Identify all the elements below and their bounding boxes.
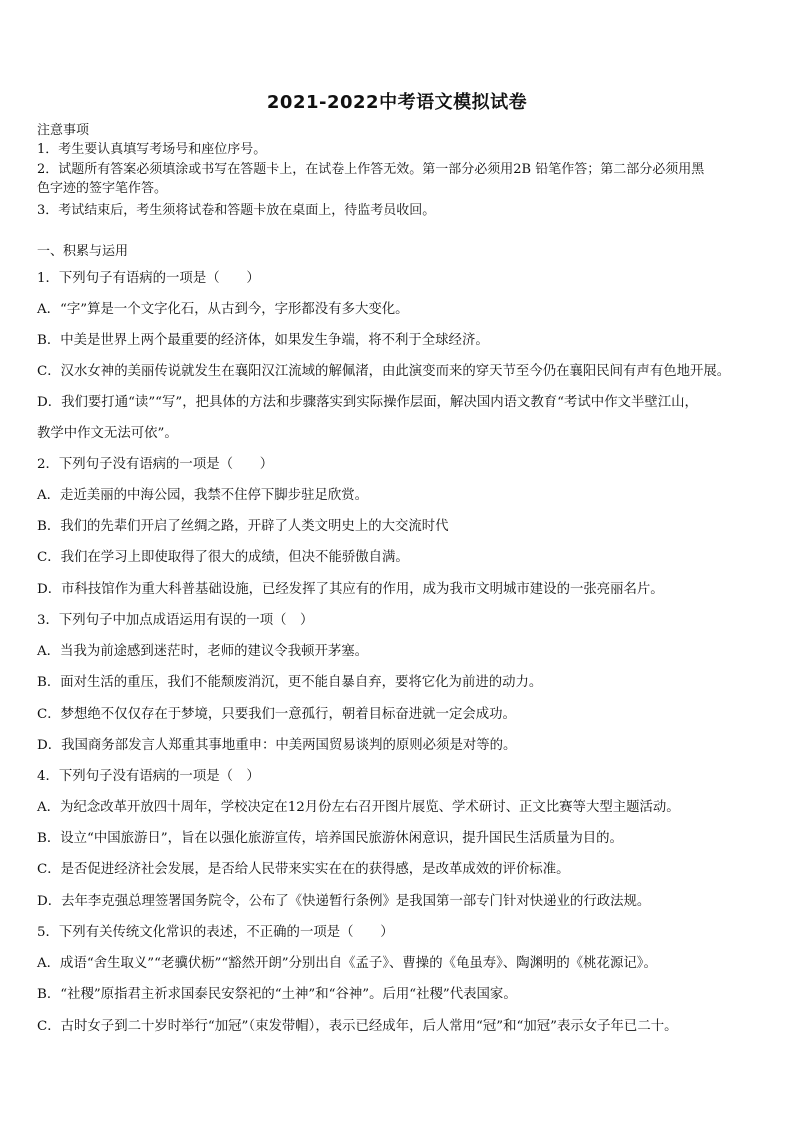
option-line: D．去年李克强总理签署国务院令，公布了《快递暂行条例》是我国第一部专门针对快递业的行政法规。 <box>37 894 651 909</box>
option-line: A．成语“舍生取义”“老骥伏枥”“豁然开朗”分别出自《孟子》、曹操的《龟虽寿》、陶渊明的《桃花源记》。 <box>37 956 657 971</box>
option-line: B．我们的先辈们开启了丝绸之路，开辟了人类文明史上的大交流时代 <box>37 519 449 534</box>
option-line: A．为纪念改革开放四十周年，学校决定在12月份左右召开图片展览、学术研讨、正文比赛等大型主题活动。 <box>37 800 680 815</box>
option-line: B．面对生活的重压，我们不能颓废消沉，更不能自暴自弃，要将它化为前进的动力。 <box>37 675 543 690</box>
question-3: 3．下列句子中加点成语运用有误的一项（ ） <box>37 613 314 628</box>
option-line: A．走近美丽的中海公园，我禁不住停下脚步驻足欣赏。 <box>37 488 369 503</box>
option-line: C．汉水女神的美丽传说就发生在襄阳汉江流域的解佩渚，由此演变而来的穿天节至今仍在襄阳民间有声有色地开展。 <box>37 364 731 379</box>
notice-item: 3．考试结束后，考生须将试卷和答题卡放在桌面上，待监考员收回。 <box>37 203 436 218</box>
option-line: B．“社稷”原指君主祈求国泰民安祭祀的“土神”和“谷神”。后用“社稷”代表国家。 <box>37 987 517 1002</box>
question-4: 4．下列句子没有语病的一项是（ ） <box>37 769 260 784</box>
option-line: A．当我为前途感到迷茫时，老师的建议令我顿开茅塞。 <box>37 644 369 659</box>
option-line: C．梦想绝不仅仅存在于梦境，只要我们一意孤行，朝着目标奋进就一定会成功。 <box>37 707 516 722</box>
option-line: D．我们要打通“读”“写”，把具体的方法和步骤落实到实际操作层面，解决国内语文教育“考试中作文半壁江山， <box>37 395 698 410</box>
option-line: D．市科技馆作为重大科普基础设施，已经发挥了其应有的作用，成为我市文明城市建设的一张亮丽名片。 <box>37 582 664 597</box>
option-line: C．古时女子到二十岁时举行“加冠”（束发带帽），表示已经成年，后人常用“冠”和“加冠”表示女子年已二十。 <box>37 1019 678 1034</box>
question-5: 5．下列有关传统文化常识的表述，不正确的一项是（ ） <box>37 925 394 940</box>
option-line: C．我们在学习上即使取得了很大的成绩，但决不能骄傲自满。 <box>37 550 409 565</box>
option-line: B．设立“中国旅游日”，旨在以强化旅游宣传，培养国民旅游休闲意识，提升国民生活质量为目的。 <box>37 831 623 846</box>
option-line: 教学中作文无法可依”。 <box>37 426 178 441</box>
section-heading: 一、积累与运用 <box>37 244 129 259</box>
question-1: 1．下列句子有语病的一项是（ ） <box>37 271 260 286</box>
option-line: D．我国商务部发言人郑重其事地重申：中美两国贸易谈判的原则必须是对等的。 <box>37 738 517 753</box>
notice-item: 1．考生要认真填写考场号和座位序号。 <box>37 142 267 157</box>
option-line: B．中美是世界上两个最重要的经济体，如果发生争端，将不利于全球经济。 <box>37 333 489 348</box>
notice-item: 色字迹的签字笔作答。 <box>37 181 168 196</box>
notice-item: 2．试题所有答案必须填涂或书写在答题卡上，在试卷上作答无效。第一部分必须用2B 铅笔作答；第二部分必须用黑 <box>37 162 705 177</box>
exam-title: 2021-2022中考语文模拟试卷 <box>266 92 528 113</box>
notice-heading: 注意事项 <box>37 123 90 138</box>
option-line: A．“字”算是一个文字化石，从古到今，字形都没有多大变化。 <box>37 302 409 317</box>
question-2: 2．下列句子没有语病的一项是（ ） <box>37 457 274 472</box>
option-line: C．是否促进经济社会发展，是否给人民带来实实在在的获得感，是改革成效的评价标准。 <box>37 862 570 877</box>
